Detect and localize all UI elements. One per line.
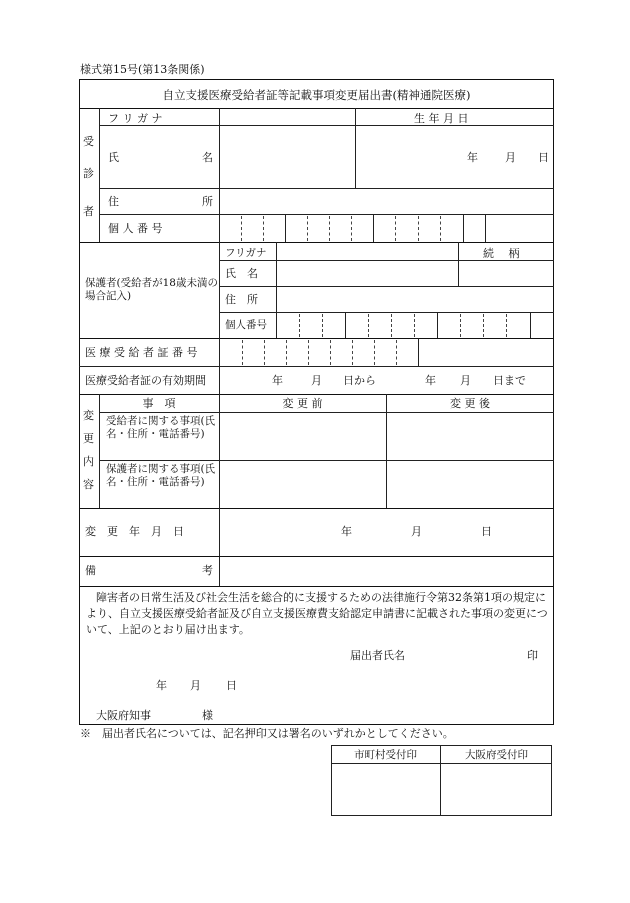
validity-to-month: 月 [460,374,471,387]
changes-item-header: 事 項 [142,397,176,410]
guardian-address-label: 住 所 [225,293,258,306]
relationship-label: 続 柄 [483,247,520,260]
addressee: 大阪府知事 [96,709,151,722]
changes-guardian-before-field[interactable] [220,461,385,507]
changes-row-patient-label: 受給者に関する事項(氏名・住所・電話番号) [106,415,216,440]
change-date-month: 月 [411,525,422,538]
relationship-field[interactable] [459,261,553,286]
guardian-id-field[interactable] [277,313,553,337]
changes-before-header: 変 更 前 [282,397,323,410]
changes-patient-after-field[interactable] [387,413,553,460]
patient-section-label-3: 者 [83,205,94,218]
changes-patient-before-field[interactable] [220,413,385,460]
birthdate-header: 生 年 月 日 [414,112,469,125]
certificate-number-label: 医 療 受 給 者 証 番 号 [85,346,198,359]
patient-furigana-label: フ リ ガ ナ [108,112,163,125]
guardian-name-label: 氏 名 [225,267,258,280]
declaration-date-month: 月 [190,679,201,692]
changes-section-label-3: 内 [83,455,94,468]
remarks-label-2: 考 [202,564,213,577]
changes-section-label-4: 容 [83,478,94,491]
form-number: 様式第15号(第13条関係) [80,63,205,76]
certificate-number-field[interactable] [220,339,418,365]
patient-name-label-2: 名 [202,151,213,164]
patient-section-label-1: 受 [83,135,94,148]
change-date-field[interactable] [220,509,553,555]
patient-address-label-2: 所 [202,195,213,208]
guardian-furigana-label: フリガナ [225,247,267,259]
validity-to-suffix: 日まで [493,374,526,387]
form-title: 自立支援医療受給者証等記載事項変更届出書(精神通院医療) [162,88,471,102]
birthdate-month: 月 [505,151,516,164]
change-date-day: 日 [481,525,492,538]
changes-guardian-after-field[interactable] [387,461,553,507]
patient-address-label-1: 住 [108,195,119,208]
patient-furigana-field[interactable] [220,109,354,125]
guardian-name-field[interactable] [277,261,457,286]
validity-to-year: 年 [425,374,436,387]
municipal-stamp-label: 市町村受付印 [354,749,417,761]
applicant-seal: 印 [527,649,538,662]
declaration-text: 障害者の日常生活及び社会生活を総合的に支援するための法律施行令第32条第1項の規定により、自立支援医療受給者証及び自立支援医療費支給認定申請書に記載された事項の変更について、上記のとおり届け出ます。 [86,591,548,636]
change-date-label: 変 更 年 月 日 [85,525,184,538]
addressee-honorific: 様 [202,709,213,722]
patient-id-label: 個 人 番 号 [108,222,163,235]
remarks-label-1: 備 [85,564,96,577]
prefecture-stamp-label: 大阪府受付印 [465,749,528,761]
declaration-date-day: 日 [226,679,237,692]
guardian-address-field[interactable] [277,287,553,312]
guardian-id-label: 個人番号 [225,319,267,331]
changes-row-guardian-label: 保護者に関する事項(氏名・住所・電話番号) [106,463,216,488]
birthdate-field[interactable] [356,126,553,188]
validity-from-year: 年 [272,374,283,387]
applicant-name-label: 届出者氏名 [350,649,405,662]
declaration-date-year: 年 [156,679,167,692]
birthdate-day: 日 [538,151,549,164]
patient-name-label-1: 氏 [108,151,119,164]
validity-from-suffix: 日から [343,374,376,387]
validity-label: 医療受給者証の有効期間 [85,374,206,387]
change-date-year: 年 [341,525,352,538]
changes-section-label-1: 変 [83,409,94,422]
guardian-section-label: 保護者(受給者が18歳未満の場合記入) [85,277,218,302]
guardian-furigana-field[interactable] [277,243,457,260]
validity-from-month: 月 [311,374,322,387]
changes-after-header: 変 更 後 [450,397,490,410]
applicant-name-field[interactable] [410,645,520,665]
patient-name-field[interactable] [220,126,354,188]
changes-section-label-2: 更 [83,432,94,445]
patient-id-field[interactable] [220,215,485,241]
birthdate-year: 年 [467,151,478,164]
patient-section-label-2: 診 [83,167,94,180]
remarks-field[interactable] [220,557,553,585]
signature-note: ※ 届出者氏名については、記名押印又は署名のいずれかとしてください。 [80,727,454,740]
patient-address-field[interactable] [220,189,553,214]
